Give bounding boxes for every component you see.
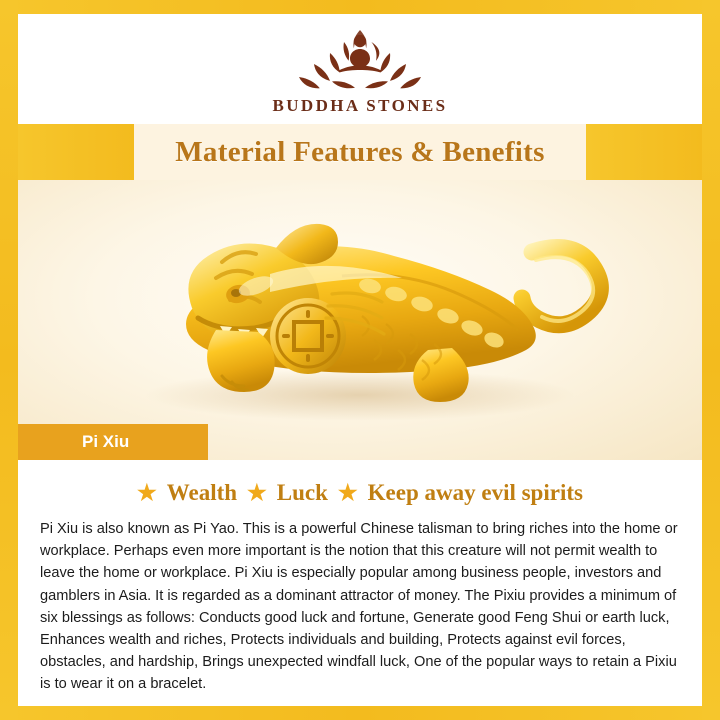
benefits-section	[18, 460, 702, 695]
section-title-banner	[18, 124, 702, 180]
description-paragraph: Pi Xiu is also known as Pi Yao. This is a powerful Chinese talisman to bring riches into the home or workplace. Perhaps even more important is the notion that this creature will not permit wealth to leave the home or workplace. Pi Xiu is especially popular among business people, investors and gamblers in Asia. It is regarded as a dominant attractor of money. The Pixiu provides a minimum of six blessings as follows: Conducts good luck and fortune, Generate good Feng Shui or earth luck, Enhances wealth and riches, Protects individuals and building, Protects against evil forces, obstacles, and hardship, Brings unexpected windfall luck, One of the popular ways to retain a Pixiu is to wear it on a bracelet.	[40, 521, 678, 693]
lotus-meditation-icon	[285, 28, 435, 94]
product-image	[18, 180, 702, 460]
star-icon: ★	[337, 480, 358, 505]
frame-left-border	[0, 0, 18, 720]
brand-name: BUDDHA STONES	[272, 96, 448, 115]
frame-bottom-border	[0, 706, 720, 720]
benefit-item-luck: Luck	[276, 480, 328, 505]
benefit-item-evil-spirits: Keep away evil spirits	[367, 480, 583, 505]
page-title: Material Features & Benefits	[175, 135, 545, 168]
gold-pixiu-pendant-illustration	[80, 190, 640, 440]
frame-top-border	[0, 0, 720, 14]
brand-header	[18, 14, 702, 124]
benefit-item-wealth: Wealth	[166, 480, 238, 505]
star-icon: ★	[247, 480, 267, 505]
product-caption-tag	[18, 424, 208, 460]
benefits-row	[36, 480, 684, 506]
frame-right-border	[702, 0, 720, 720]
product-caption-label: Pi Xiu	[82, 432, 130, 451]
card-inner	[18, 14, 702, 706]
star-icon: ★	[137, 480, 157, 505]
